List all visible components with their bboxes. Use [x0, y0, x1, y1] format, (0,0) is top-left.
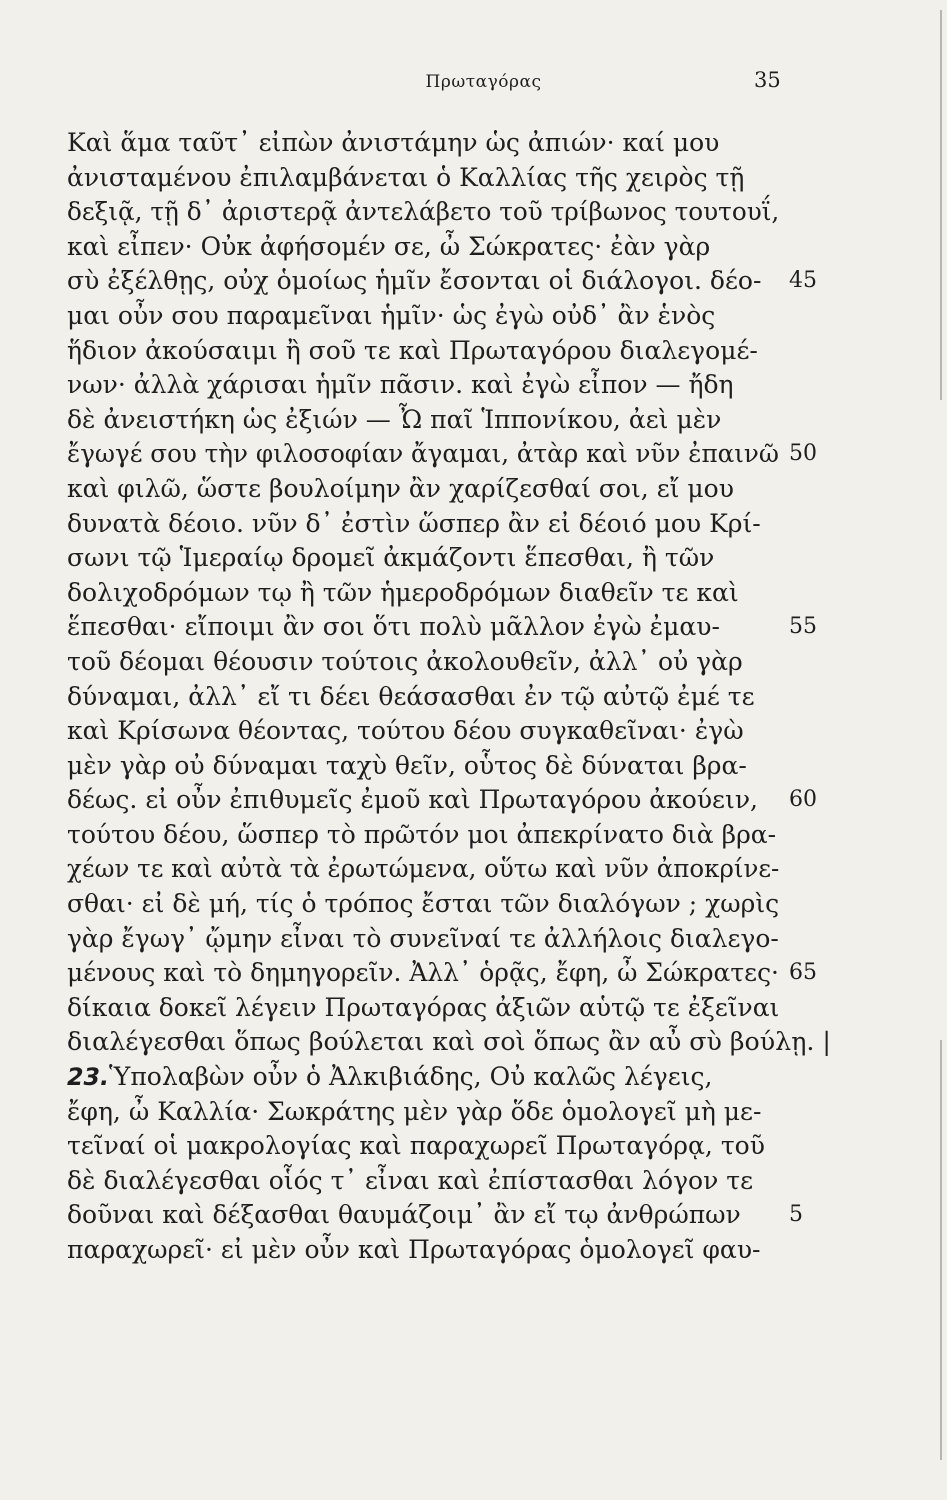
- line-text: Ὑπολαβὼν οὖν ὁ Ἀλκιβιάδης, Οὐ καλῶς λέγεις,: [109, 1062, 713, 1092]
- line-text: δυνατὰ δέοιο. νῦν δ᾽ ἐστὶν ὥσπερ ἂν εἰ δέοιό μου Κρί-: [67, 508, 761, 538]
- line-text: δεξιᾷ, τῇ δ᾽ ἀριστερᾷ ἀντελάβετο τοῦ τρίβωνος τουτουΐ,: [67, 197, 780, 227]
- text-line: [67, 1198, 803, 1233]
- line-number: 65: [789, 960, 817, 986]
- text-line: [67, 126, 787, 161]
- line-text: σὺ ἐξέλθῃς, οὐχ ὁμοίως ἡμῖν ἔσονται οἱ διάλογοι. δέο-: [67, 266, 762, 296]
- line-text: τεῖναί οἱ μακρολογίας καὶ παραχωρεῖ Πρωταγόρᾳ, τοῦ: [67, 1131, 765, 1161]
- line-text: καὶ εἶπεν· Οὐκ ἀφήσομέν σε, ὦ Σώκρατες· ἐὰν γὰρ: [67, 231, 711, 261]
- line-text: μὲν γὰρ οὐ δύναμαι ταχὺ θεῖν, οὗτος δὲ δύναται βρα-: [67, 750, 747, 780]
- text-line: [67, 299, 787, 334]
- text-line: [67, 818, 787, 853]
- text-line: [67, 195, 787, 230]
- line-text: δὲ ἀνειστήκη ὡς ἐξιών — Ὦ παῖ Ἱππονίκου, ἀεὶ μὲν: [67, 404, 722, 434]
- line-text: δέως. εἰ οὖν ἐπιθυμεῖς ἐμοῦ καὶ Πρωταγόρου ἀκούειν,: [67, 785, 759, 815]
- text-line: [67, 680, 787, 715]
- text-line: [67, 1025, 831, 1060]
- gutter-edge: [940, 1040, 942, 1460]
- text-line: [67, 1095, 787, 1130]
- line-text: μαι οὖν σου παραμεῖναι ἡμῖν· ὡς ἐγὼ οὐδ᾽ ἂν ἑνὸς: [67, 300, 716, 330]
- text-line: [67, 1060, 787, 1095]
- text-line: [67, 956, 817, 991]
- text-line: [67, 403, 787, 438]
- text-line: [67, 610, 817, 645]
- text-line: [67, 368, 787, 403]
- line-text: δολιχοδρόμων τῳ ἢ τῶν ἡμεροδρόμων διαθεῖν τε καὶ: [67, 577, 739, 607]
- text-line: [67, 1164, 787, 1199]
- text-line: [67, 472, 787, 507]
- text-line: [67, 264, 817, 299]
- line-text: δίκαια δοκεῖ λέγειν Πρωταγόρας ἀξιῶν αὑτῷ τε ἐξεῖναι: [67, 992, 780, 1022]
- line-text: γὰρ ἔγωγ᾽ ᾤμην εἶναι τὸ συνεῖναί τε ἀλλήλοις διαλεγο-: [67, 923, 779, 953]
- text-line: [67, 714, 787, 749]
- line-text: καὶ Κρίσωνα θέοντας, τούτου δέου συγκαθεῖναι· ἐγὼ: [67, 716, 744, 746]
- line-text: δύναμαι, ἀλλ᾽ εἴ τι δέει θεάσασθαι ἐν τῷ αὐτῷ ἐμέ τε: [67, 681, 755, 711]
- section-number: 23.: [67, 1063, 110, 1092]
- text-line: [67, 576, 787, 611]
- text-line: [67, 783, 817, 818]
- line-number: 5: [789, 1202, 803, 1228]
- page-number: 35: [754, 68, 781, 92]
- line-text: ἥδιον ἀκούσαιμι ἢ σοῦ τε καὶ Πρωταγόρου διαλεγομέ-: [67, 335, 758, 365]
- line-text: σωνι τῷ Ἱμεραίῳ δρομεῖ ἀκμάζοντι ἕπεσθαι, ἢ τῶν: [67, 543, 715, 573]
- running-title: Πρωταγόρας: [425, 72, 542, 92]
- text-line: [67, 507, 787, 542]
- line-text: καὶ φιλῶ, ὥστε βουλοίμην ἂν χαρίζεσθαί σοι, εἴ μου: [67, 473, 734, 503]
- text-line: [67, 887, 787, 922]
- body-text: [67, 126, 831, 1268]
- gutter-edge: [940, 10, 942, 400]
- text-line: [67, 1129, 787, 1164]
- line-text: διαλέγεσθαι ὅπως βούλεται καὶ σοὶ ὅπως ἂν αὖ σὺ βούλῃ. |: [67, 1027, 831, 1057]
- line-text: σθαι· εἰ δὲ μή, τίς ὁ τρόπος ἔσται τῶν διαλόγων ; χωρὶς: [67, 889, 780, 919]
- text-line: [67, 1233, 787, 1268]
- line-text: δοῦναι καὶ δέξασθαι θαυμάζοιμ᾽ ἂν εἴ τῳ ἀνθρώπων: [67, 1200, 741, 1230]
- text-line: [67, 161, 787, 196]
- text-line: [67, 852, 787, 887]
- line-text: μένους καὶ τὸ δημηγορεῖν. Ἀλλ᾽ ὁρᾷς, ἔφη, ὦ Σώκρατες·: [67, 958, 779, 988]
- line-text: νων· ἀλλὰ χάρισαι ἡμῖν πᾶσιν. καὶ ἐγὼ εἶπον — ἤδη: [67, 370, 734, 400]
- text-line: [67, 645, 787, 680]
- line-number: 55: [789, 614, 817, 640]
- line-text: δὲ διαλέγεσθαι οἷός τ᾽ εἶναι καὶ ἐπίστασθαι λόγον τε: [67, 1165, 754, 1195]
- text-line: [67, 749, 787, 784]
- text-line: [67, 922, 787, 957]
- line-number: 50: [789, 441, 817, 467]
- text-line: [67, 541, 787, 576]
- text-line: [67, 230, 787, 265]
- line-text: τούτου δέου, ὥσπερ τὸ πρῶτόν μοι ἀπεκρίνατο διὰ βρα-: [67, 819, 777, 849]
- line-number: 60: [789, 787, 817, 813]
- line-text: Καὶ ἅμα ταῦτ᾽ εἰπὼν ἀνιστάμην ὡς ἀπιών· καί μου: [67, 128, 720, 157]
- line-text: ἕπεσθαι· εἴποιμι ἂν σοι ὅτι πολὺ μᾶλλον ἐγὼ ἐμαυ-: [67, 612, 720, 642]
- line-text: τοῦ δέομαι θέουσιν τούτοις ἀκολουθεῖν, ἀλλ᾽ οὐ γὰρ: [67, 646, 743, 676]
- text-line: [67, 991, 787, 1026]
- line-text: ἀνισταμένου ἐπιλαμβάνεται ὁ Καλλίας τῆς χειρὸς τῇ: [67, 162, 745, 192]
- line-text: χέων τε καὶ αὐτὰ τὰ ἐρωτώμενα, οὕτω καὶ νῦν ἀποκρίνε-: [67, 854, 780, 884]
- line-number: 45: [789, 268, 817, 294]
- line-text: ἔγωγέ σου τὴν φιλοσοφίαν ἄγαμαι, ἀτὰρ καὶ νῦν ἐπαινῶ: [67, 439, 779, 469]
- text-line: [67, 437, 817, 472]
- line-text: παραχωρεῖ· εἰ μὲν οὖν καὶ Πρωταγόρας ὁμολογεῖ φαυ-: [67, 1235, 761, 1264]
- line-text: ἔφη, ὦ Καλλία· Σωκράτης μὲν γὰρ ὅδε ὁμολογεῖ μὴ με-: [67, 1096, 762, 1126]
- text-line: [67, 334, 787, 369]
